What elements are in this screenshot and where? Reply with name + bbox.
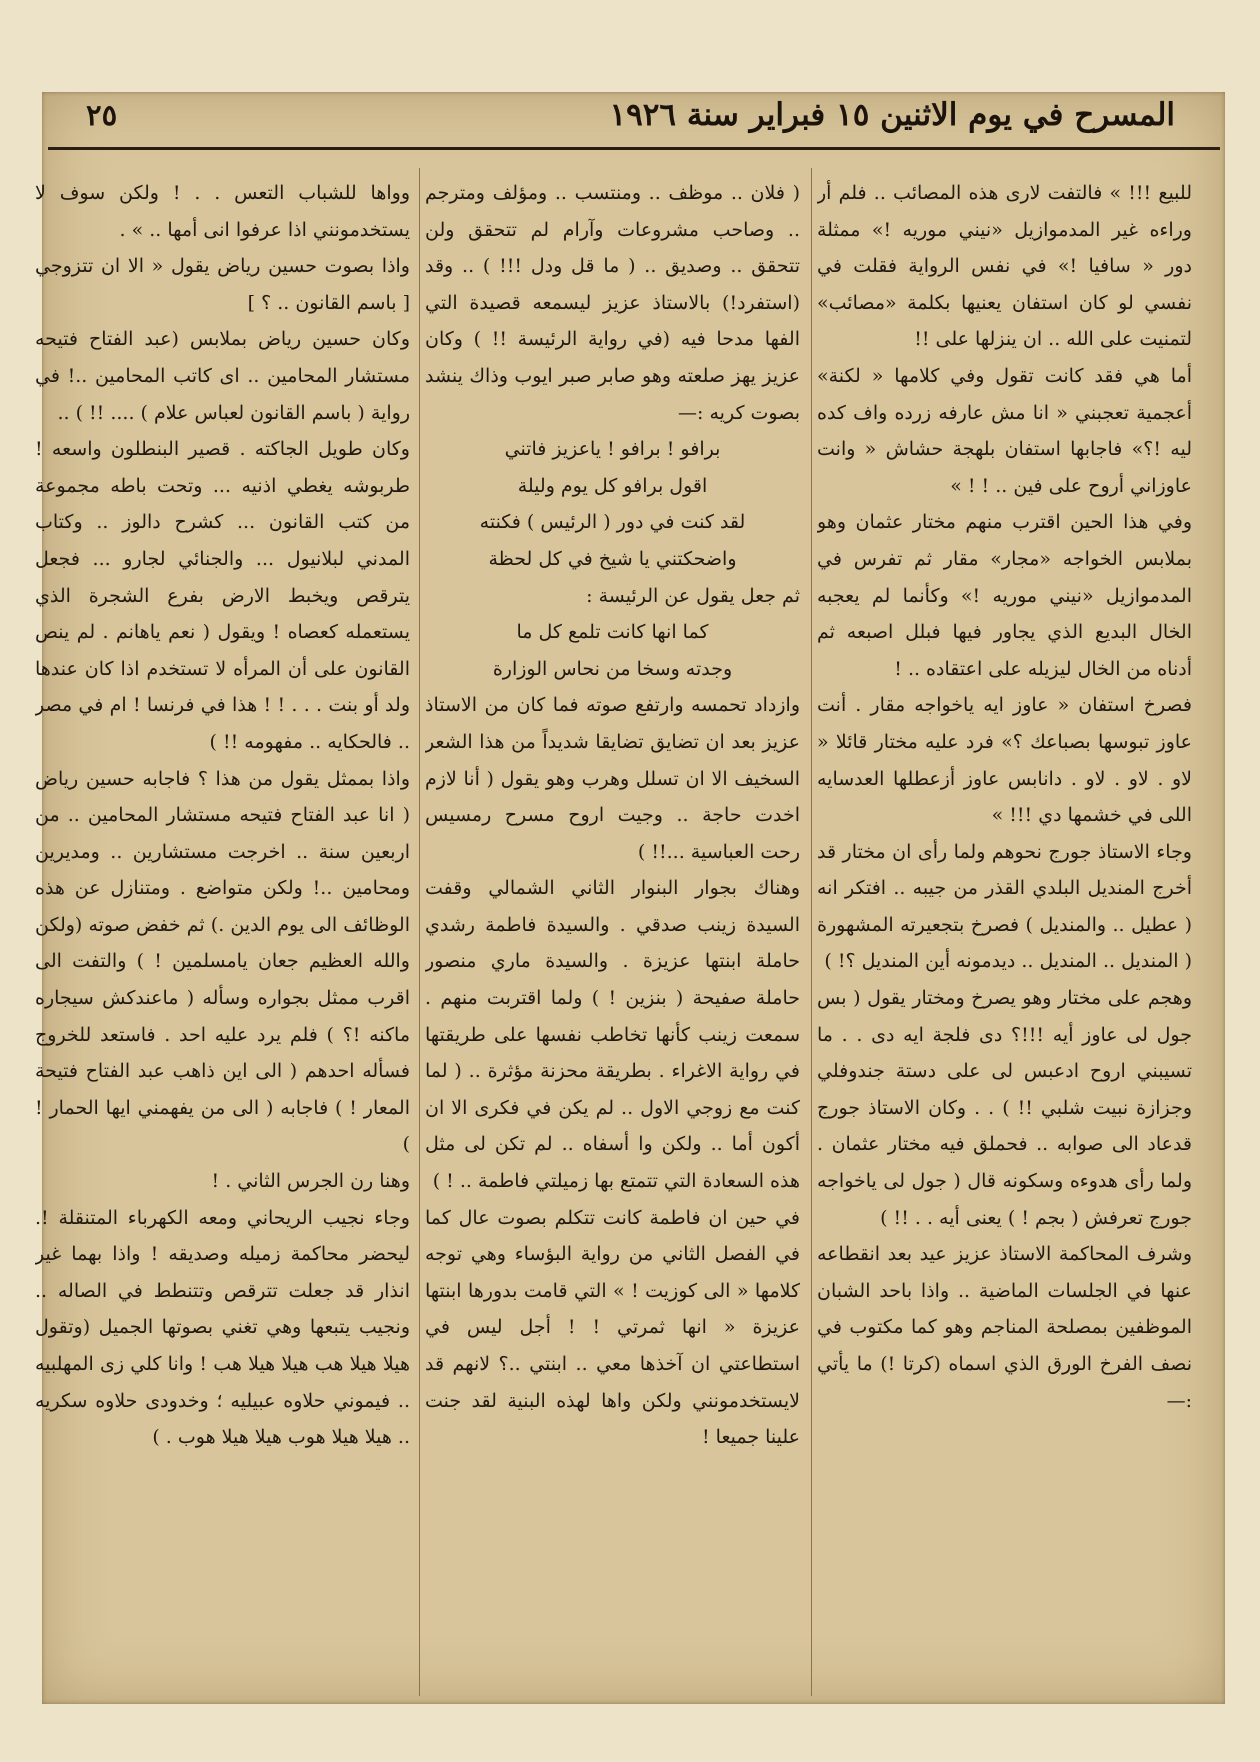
page-title: المسرح في يوم الاثنين ١٥ فبراير سنة ١٩٢٦: [609, 97, 1175, 133]
article-paragraph: وفي هذا الحين اقترب منهم مختار عثمان وهو بملابس الخواجه «مجار» مقار ثم تفرس في المدموازيل «نيني موريه !» وكأنما لم يعجبه الخال البديع الذي يجاور فيها فبلل اصبعه ثم أدناه من الخال ليزيله على اعتقاده .. !: [817, 511, 1192, 680]
article-paragraph: وواها للشباب التعس . . ! ولكن سوف لا يستخدمونني اذا عرفوا انى أمها .. » .: [35, 182, 410, 241]
column-divider: [419, 168, 420, 1696]
article-paragraph: وكان حسين رياض بملابس (عبد الفتاح فتيحه مستشار المحامين .. اى كاتب المحامين ..! في رواية ( باسم القانون لعباس علام ) .... !! ) ..: [35, 328, 410, 424]
article-paragraph: وجاء نجيب الريحاني ومعه الكهرباء المتنقلة !. ليحضر محاكمة زميله وصديقه ! واذا بهما غير انذار قد جعلت تترقص وتتنطط في الصاله .. ونجيب يتبعها وهي تغني بصوتها الجميل (وتقول هيلا هيلا هب هيلا هيلا هب ! وانا كلي زى المهلبيه .. فيموني حلاوه عبيليه ؛ وخدودى حلاوه سكريه .. هيلا هيلا هوب هيلا هيلا هوب . ): [35, 1206, 410, 1449]
article-column-left: [35, 175, 410, 1700]
page-number: ٢٥: [86, 98, 118, 132]
article-paragraph: وكان طويل الجاكته . قصير البنطلون واسعه ! طربوشه يغطي اذنيه ... وتحت باطه مجموعة من كتب القانون ... كشرح دالوز .. وكتاب المدني لبلانيول ... والجنائي لجارو ... فجعل يترقص ويخبط الارض بفرع الشجرة الذي يستعمله كعصاه ! ويقول ( نعم ياهانم . لم ينص القانون على أن المرأه لا تستخدم اذا كان عندها ولد أو بنت . . . ! ! هذا في فرنسا ! ام في مصر .. فالحكايه .. مفهومه !! ): [35, 438, 410, 753]
article-paragraph: ثم جعل يقول عن الرئيسة :: [586, 584, 800, 607]
article-paragraph: فصرخ استفان « عاوز ايه ياخواجه مقار . أنت عاوز تبوسها بصباعك ؟» فرد عليه مختار قائلا « لاو . لاو . لاو . دانابس عاوز أزعطلها العدسايه اللى في خشمها دي !!! »: [817, 694, 1192, 827]
article-paragraph: وهنا رن الجرس الثاني . !: [211, 1170, 410, 1193]
article-column-right: [817, 175, 1192, 1700]
poem-verse: لقد كنت في دور ( الرئيس ) فكنته: [479, 511, 746, 534]
article-paragraph: واذا بصوت حسين رياض يقول « الا ان تتزوجي [ باسم القانون .. ؟ ]: [35, 255, 410, 314]
poem-verse: وجدته وسخا من نحاس الوزارة: [492, 657, 733, 680]
article-paragraph: في حين ان فاطمة كانت تتكلم بصوت عال كما في الفصل الثاني من رواية البؤساء وهي توجه كلامها « الى كوزيت ! » التي قامت بدورها ابنتها عزيزة « انها ثمرتي ! ! أجل ليس في استطاعتي ان آخذها معي .. ابنتي ..؟ لانهم قد لايستخدمونني ولكن واها لهذه البنية لقد جنت علينا جميعا !: [425, 1206, 800, 1449]
page-header: [42, 92, 1225, 150]
article-paragraph: وجاء الاستاذ جورج نحوهم ولما رأى ان مختار قد أخرج المنديل البلدي القذر من جيبه .. افتكر انه ( عطيل .. والمنديل ) فصرخ بتجعيرته المشهورة ( المنديل .. المنديل .. ديدمونه أين المنديل ؟! ): [817, 840, 1192, 973]
header-rule: [48, 147, 1220, 150]
article-column-middle: [425, 175, 800, 1700]
article-paragraph: للبيع !!! » فالتفت لارى هذه المصائب .. فلم أر وراءه غير المدموازيل «نيني موريه !» ممثلة دور « سافيا !» في نفس الرواية فقلت في نفسي لو كان استفان يعنيها بكلمة «مصائب» لتمنيت على الله .. ان ينزلها على !!: [817, 182, 1192, 351]
article-paragraph: وهجم على مختار وهو يصرخ ومختار يقول ( بس جول لى عاوز أيه !!!؟ دى فلجة ايه دى . . ما تسيبني اروح ادعبس لى على دستة جندوفلي وجزازة نبيت شلبي !! ) . . وكان الاستاذ جورج قدعاد الى صوابه .. فحملق فيه مختار عثمان . ولما رأى هدوءه وسكونه قال ( جول لى ياخواجه جورج تعرفش ( بجم ! ) يعنى أيه . . !! ): [817, 987, 1192, 1229]
poem-verse: كما انها كانت تلمع كل ما: [516, 621, 709, 644]
column-divider: [811, 168, 812, 1696]
poem-verse: اقول برافو كل يوم وليلة: [517, 474, 708, 497]
article-paragraph: ( فلان .. موظف .. ومنتسب .. ومؤلف ومترجم .. وصاحب مشروعات وآرام لم تتحقق ولن تتحقق .. وصديق .. ( ما قل ودل !!! ) .. وقد (استفرد!) بالاستاذ عزيز ليسمعه قصيدة التي الفها مدحا فيه (في رواية الرئيسة !! ) وكان عزيز يهز صلعته وهو صابر صبر ايوب وذاك ينشد بصوت كريه :—: [425, 182, 800, 424]
article-paragraph: وهناك بجوار البنوار الثاني الشمالي وقفت السيدة زينب صدقي . والسيدة فاطمة رشدي حاملة ابنتها عزيزة . والسيدة ماري منصور حاملة صفيحة ( بنزين ! ) ولما اقتربت منهم . سمعت زينب كأنها تخاطب نفسها على طريقتها في رواية الاغراء . بطريقة محزنة مؤثرة .. ( لما كنت مع زوجي الاول .. لم يكن في فكرى الا ان أكون أما .. ولكن وا أسفاه .. لم تكن لى مثل هذه السعادة التي تتمتع بها زميلتي فاطمة .. ! ): [425, 877, 800, 1193]
poem-verse: برافو ! برافو ! ياعزيز فاتني: [504, 438, 721, 461]
article-paragraph: أما هي فقد كانت تقول وفي كلامها « لكنة» أعجمية تعجبني « انا مش عارفه زرده واف كده ليه !؟» فاجابها استفان بلهجة حشاش « وانت عاوزاني أروح على فين .. ! ! »: [817, 364, 1192, 497]
article-paragraph: واذا بممثل يقول من هذا ؟ فاجابه حسين رياض ( انا عبد الفتاح فتيحه مستشار المحامين .. من اربعين سنة .. اخرجت مستشارين .. ومديرين ومحامين ..! ولكن متواضع . ومتنازل عن هذه الوظائف الى يوم الدين .) ثم خفض صوته (ولكن والله العظيم جعان يامسلمين ! ) والتفت الى اقرب ممثل بجواره وسأله ( ماعندكش سيجاره ماكنه !؟ ) فلم يرد عليه احد . فاستعد للخروج فسأله احدهم ( الى اين ذاهب عبد الفتاح فتيحة المعار ! ) فاجابه ( الى من يفهمني ايها الحمار ! ): [35, 767, 410, 1156]
article-paragraph: وازداد تحمسه وارتفع صوته فما كان من الاستاذ عزيز بعد ان تضايق تضايقا شديداً من هذا الشعر السخيف الا ان تسلل وهرب وهو يقول ( أنا لازم اخدت حاجة .. وجيت اروح مسرح رمسيس رحت العباسية ...!! ): [425, 694, 800, 863]
poem-verse: واضحكتني يا شيخ في كل لحظة: [488, 547, 737, 570]
article-paragraph: وشرف المحاكمة الاستاذ عزيز عيد بعد انقطاعه عنها في الجلسات الماضية .. واذا باحد الشبان الموظفين بمصلحة المناجم وهو كما مكتوب في نصف الفرخ الورق الذي اسماه (كرتا !) ما يأتي :—: [817, 1243, 1192, 1412]
